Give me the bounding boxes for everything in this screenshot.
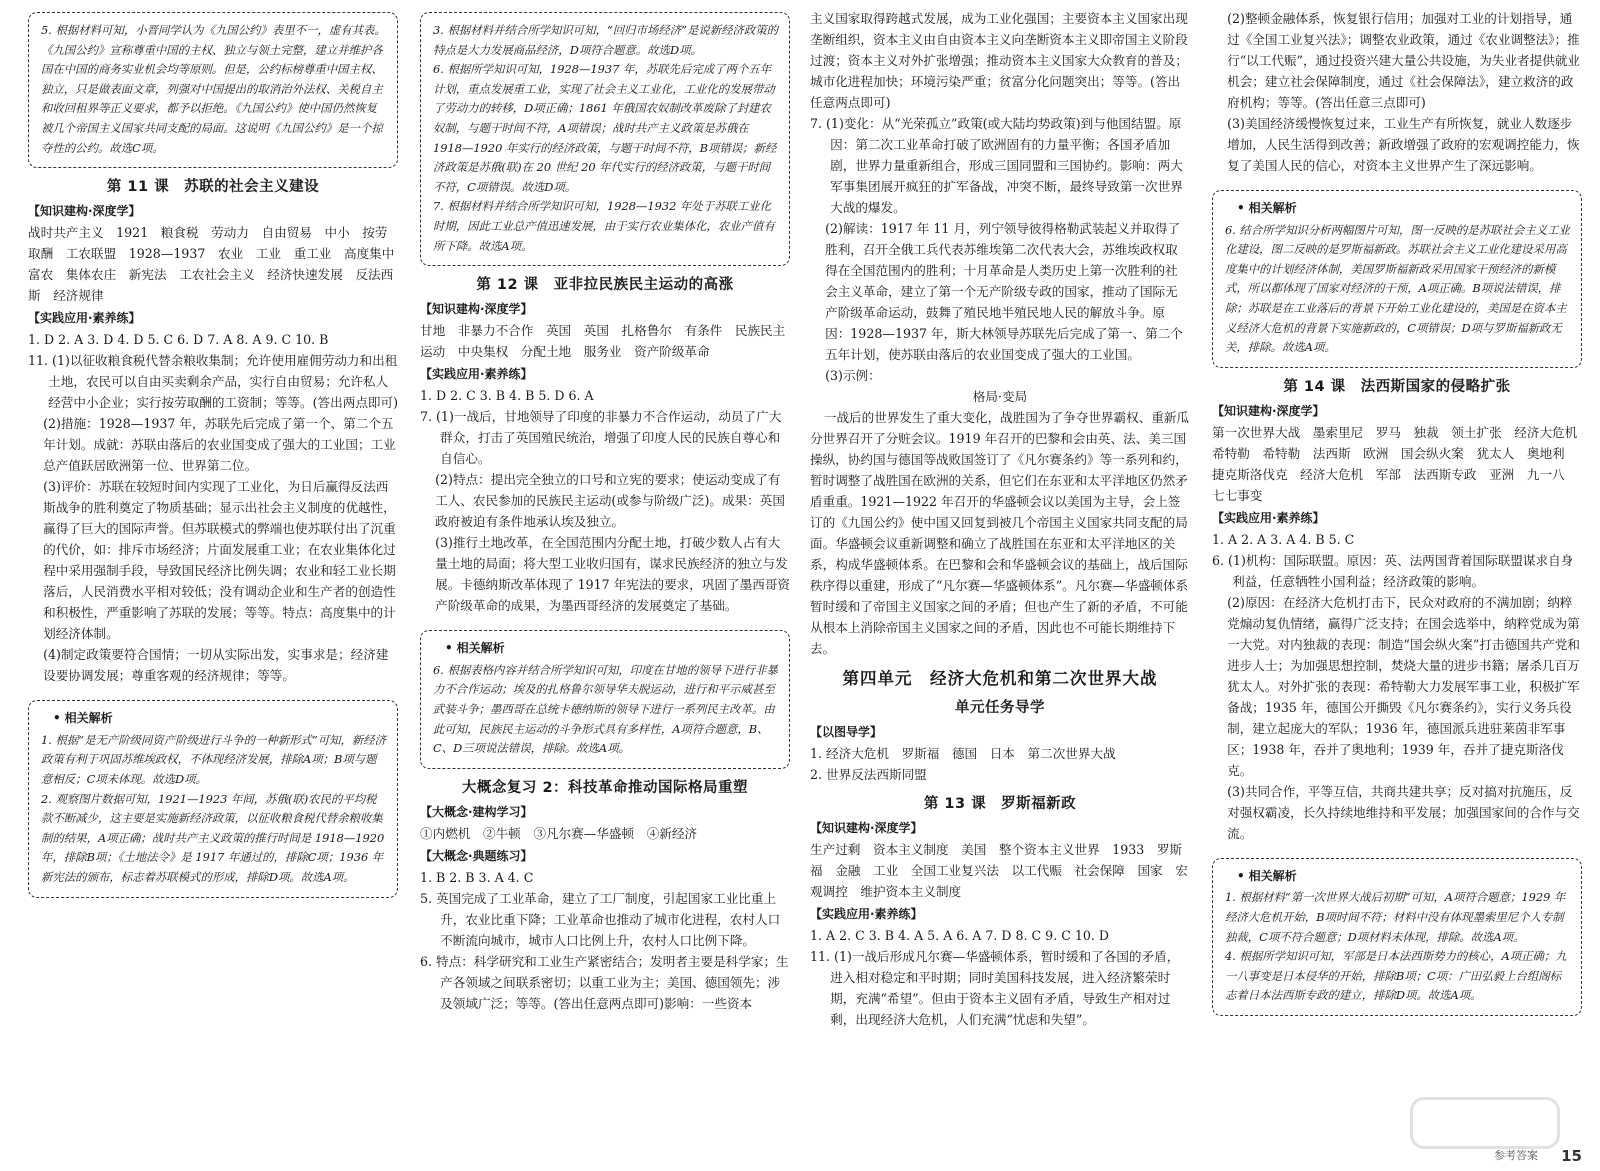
answer-paragraph: 6. 特点：科学研究和工业生产紧密结合；发明者主要是科学家；生产各领域之间联系密切；以重工业为主；美国、德国领先；涉及领域广泛；等等。(答出任意两点即可)影响：一些资本 bbox=[420, 953, 789, 1011]
answer-paragraph: 7. (1)变化：从“光荣孤立”政策(或大陆均势政策)到与他国结盟。原因：第二次工业革命打破了欧洲固有的力量平衡；各国矛盾加剧，世界力量重新组合，形成三国同盟和三国协约。影响：两大军事集团展开疯狂的扩军备战，冲突不断，最终导致第一次世界大战的爆发。 bbox=[810, 116, 1183, 215]
answer-paragraph: 11. (1)以征收粮食税代替余粮收集制；允许使用雇佣劳动力和出租土地，农民可以自由买卖剩余产品，实行自由贸易；允许私人经营中小企业；实行按劳取酬的工资制；等等。(答出两点即可) bbox=[28, 353, 399, 411]
lesson-title: 第 12 课 亚非拉民族民主运动的高涨 bbox=[476, 277, 734, 294]
knowledge-terms: 甘地 非暴力不合作 英国 英国 扎格鲁尔 有条件 民族民主运动 中央集权 分配土地 服务业 资产阶级革命 bbox=[420, 323, 786, 360]
analysis-item: 3. 根据材料并结合所学知识可知，“回归市场经济”是说新经济政策的特点是大力发展商品经济，D项符合题意。故选D项。 bbox=[433, 23, 779, 57]
analysis-item: 6. 根据所学知识可知，1928—1937 年，苏联先后完成了两个五年计划，重点发展重工业，实现了社会主义工业化，工业化的发展带动了劳动力的转移，D项正确；1861 年俄国农奴制改革废除了封建农奴制，与题干时间不符，A项错误；战时共产主义政策是苏俄在 1918—1920 年实行的经济政策，与题干时间不符，B项错误；新经济政策是苏俄(联)在 20 世纪 20 年代实行的经济政策，与题干时间不符，C项错误。故选D项。 bbox=[433, 62, 777, 194]
analysis-box-heading: • 相关解析 bbox=[47, 709, 119, 729]
lesson-title: 第 11 课 苏联的社会主义建设 bbox=[106, 179, 320, 196]
guide-item: 2. 世界反法西斯同盟 bbox=[810, 767, 927, 782]
analysis-box-heading: • 相关解析 bbox=[1231, 199, 1303, 219]
analysis-box bbox=[1212, 190, 1582, 368]
analysis-box bbox=[28, 700, 398, 897]
knowledge-terms: 第一次世界大战 墨索里尼 罗马 独裁 领土扩张 经济大危机 希特勒 希特勒 法西斯 欧洲 国会纵火案 犹太人 奥地利 捷克斯洛伐克 经济大危机 军部 法西斯专政 亚洲 九一八 七七事变 bbox=[1212, 424, 1590, 503]
analysis-item: 1. 根据材料“第一次世界大战后初期”可知，A项符合题意；1929 年经济大危机开始，B项时间不符；材料中没有体现墨索里尼个人专制独裁，C项不符合题意；D项材料未体现，排除。故选A项。 bbox=[1225, 890, 1566, 944]
watermark-logo bbox=[1410, 1097, 1560, 1149]
lesson-title: 第 14 课 法西斯国家的侵略扩张 bbox=[1283, 378, 1511, 395]
section-heading: 【知识建构·深度学】 bbox=[1212, 403, 1325, 418]
page-number: 15 bbox=[1561, 1147, 1582, 1165]
analysis-item: 4. 根据所学知识可知，军部是日本法西斯势力的核心，A项正确；九一八事变是日本侵华的开始，排除B项；C项：广田弘毅上台组阁标志着日本法西斯专政的建立，排除D项。故选A项。 bbox=[1225, 949, 1567, 1003]
review-title: 大概念复习 2：科技革命推动国际格局重塑 bbox=[461, 779, 749, 796]
concept-answers: ①内燃机 ②牛顿 ③凡尔赛—华盛顿 ④新经济 bbox=[420, 825, 698, 841]
lesson-title: 第 13 课 罗斯福新政 bbox=[923, 796, 1077, 812]
essay-body: 一战后的世界发生了重大变化，战胜国为了争夺世界霸权、重新瓜分世界召开了分赃会议。1919 年召开的巴黎和会由英、法、美三国操纵，协约国与德国等战败国签订了《凡尔赛条约》等一系列和约，暂时调整了战胜国在欧洲的关系，但它们在东亚和太平洋地区仍然矛盾重重。1921—1922 年召开的华盛顿会议以美国为主导，会上签订的《九国公约》使中国又回复到被几个帝国主义国家共同支配的局面。华盛顿会议重新调整和确立了战胜国在东亚和太平洋地区的关系，构成华盛顿体系。在巴黎和会和华盛顿会议的基础上，战后国际秩序得以重建，形成了“凡尔赛—华盛顿体系”。凡尔赛—华盛顿体系暂时缓和了帝国主义国家之间的矛盾；但也产生了新的矛盾，不可能从根本上消除帝国主义国家之间的矛盾，因此也不可能长期维持下去。 bbox=[810, 410, 1190, 656]
answer-paragraph: 主义国家取得跨越式发展，成为工业化强国；主要资本主义国家出现垄断组织，资本主义由自由资本主义向垄断资本主义即帝国主义阶段过渡；资本主义对外扩张增强；推动资本主义国家大众教育的普及；城市化进程加快；环境污染严重；贫富分化问题突出；等等。(答出任意两点即可) bbox=[810, 11, 1188, 110]
answer-paragraph: (2)原因：在经济大危机打击下，民众对政府的不满加剧；纳粹党煽动复仇情绪，赢得广泛支持；在国会选举中，纳粹党成为第一大党。对内独裁的表现：制造“国会纵火案”打击德国共产党和进步人士；为加强思想控制，焚烧大量的进步书籍；屠杀几百万犹太人。对外扩张的表现：希特勒大力发展军事工业，积极扩军备战；1935 年，德国公开撕毁《凡尔赛条约》，实行义务兵役制，建立起庞大的军队；1936 年，德国派兵进驻莱茵非军事区；1938 年，吞并了奥地利；1939 年，吞并了捷克斯洛伐克。 bbox=[1227, 594, 1581, 778]
choice-answers: 1. B 2. B 3. A 4. C bbox=[420, 869, 534, 885]
section-heading: 【实践应用·素养练】 bbox=[420, 367, 533, 382]
analysis-item: 2. 观察图片数据可知，1921—1923 年间，苏俄(联)农民的平均税款不断减少，这主要是实施新经济政策，以征收粮食税代替余粮收集制的结果，A项正确；战时共产主义政策的推行时间是 1918—1920 年，排除B项；《土地法令》是 1917 年通过的，排除C项；1936 年新宪法的颁布，标志着苏联模式的形成，排除D项。故选A项。 bbox=[41, 791, 385, 884]
answer-paragraph: (3)推行土地改革，在全国范围内分配土地，打破少数人占有大量土地的局面；将大型工业收归国有，谋求民族经济的独立与发展。卡德纳斯改革体现了 1917 年宪法的要求，巩固了墨西哥资产阶级革命的成果，为墨西哥经济的发展奠定了基础。 bbox=[435, 535, 791, 614]
section-heading: 【知识建构·深度学】 bbox=[28, 204, 141, 219]
analysis-item: 6. 结合所学知识分析两幅图片可知，图一反映的是苏联社会主义工业化建设，图二反映的是罗斯福新政。苏联社会主义工业化建设采用高度集中的计划经济体制，美国罗斯福新政采用国家干预经济的新模式，所以都体现了国家对经济的干预，A项正确。B项说法错误，排除；苏联是在工业落后的背景下开始工业化建设的，美国是在资本主义经济大危机的背景下实施新政的，C项错误；D项与罗斯福新政无关，排除。故选A项。 bbox=[1225, 222, 1570, 355]
column-2 bbox=[420, 8, 790, 1014]
answer-paragraph: 6. (1)机构：国际联盟。原因：英、法两国背着国际联盟谋求自身利益，任意牺牲小国利益；经济政策的影响。 bbox=[1212, 552, 1574, 589]
knowledge-terms: 生产过剩 资本主义制度 美国 整个资本主义世界 1933 罗斯福 金融 工业 全国工业复兴法 以工代赈 社会保障 国家 宏观调控 维护资本主义制度 bbox=[810, 842, 1188, 899]
answer-paragraph: (4)制定政策要符合国情；一切从实际出发，实事求是；经济建设要协调发展；尊重客观的经济规律；等等。 bbox=[43, 647, 389, 684]
unit-title: 第四单元 经济大危机和第二次世界大战 bbox=[842, 669, 1158, 688]
knowledge-terms: 战时共产主义 1921 粮食税 劳动力 自由贸易 中小 按劳取酬 工农联盟 1928—1937 农业 工业 重工业 高度集中 富农 集体农庄 新宪法 工农社会主义 经济快速发展 反法西斯 经济规律 bbox=[28, 225, 407, 304]
guide-item: 1. 经济大危机 罗斯福 德国 日本 第二次世界大战 bbox=[810, 746, 1116, 761]
column-4 bbox=[1212, 8, 1590, 1023]
section-heading: 【实践应用·素养练】 bbox=[810, 907, 923, 921]
answer-paragraph: 5. 英国完成了工业革命，建立了工厂制度，引起国家工业比重上升，农业比重下降；工业革命也推动了城市化进程，农村人口不断流向城市，城市人口比例上升，农村人口比例下降。 bbox=[420, 890, 781, 948]
analysis-box-heading: • 相关解析 bbox=[439, 639, 511, 659]
answer-paragraph: (3)示例： bbox=[825, 368, 881, 383]
choice-answers: 1. D 2. C 3. B 4. B 5. D 6. A bbox=[420, 388, 594, 404]
answer-paragraph: (2)解读：1917 年 11 月，列宁领导彼得格勒武装起义并取得了胜利，召开全俄工兵代表苏维埃第二次代表大会，苏维埃政权取得在全国范围内的胜利；十月革命是人类历史上第一次胜利的社会主义革命，建立了第一个无产阶级专政的国家，推动了国际无产阶级革命运动，鼓舞了殖民地半殖民地人民的解放斗争。原因：1928—1937 年，斯大林领导苏联先后完成了第一、第二个五年计划，使苏联由落后的农业国变成了强大的工业国。 bbox=[825, 221, 1183, 362]
analysis-box bbox=[1212, 858, 1582, 1016]
column-1 bbox=[28, 8, 407, 905]
analysis-item: 7. 根据材料并结合所学知识可知，1928—1932 年处于苏联工业化时期，因此工业总产值迅速发展，由于实行农业集体化，农业产值有所下降。故选A项。 bbox=[433, 199, 775, 253]
analysis-item: 1. 根据“是无产阶级同资产阶级进行斗争的一种新形式”可知，新经济政策有利于巩固苏维埃政权，不体现经济发展，排除A项；B项与题意相反；C项未体现。故选D项。 bbox=[41, 732, 387, 786]
analysis-item: 5. 根据材料可知，小晋同学认为《九国公约》表里不一，虚有其表。《九国公约》宣称尊重中国的主权、独立与领土完整，建立并维护各国在中国的商务实业机会均等原则。但是，公约标榜尊重中国主权、独立，只是做表面文章，列强对中国提出的取消治外法权、关税自主和收回租界等正义要求，都予以拒绝。《九国公约》使中国仍然恢复被几个帝国主义国家共同支配的局面。这说明《九国公约》是一个掠夺性的公约。故选C项。 bbox=[41, 23, 386, 155]
section-heading: 【大概念·建构学习】 bbox=[420, 804, 533, 819]
choice-answers: 1. A 2. C 3. B 4. A 5. A 6. A 7. D 8. C 9. C 10. D bbox=[810, 928, 1109, 943]
section-heading: 【实践应用·素养练】 bbox=[1212, 510, 1325, 525]
section-heading: 【以图导学】 bbox=[810, 725, 883, 739]
unit-guide-title: 单元任务导学 bbox=[955, 700, 1045, 716]
essay-title: 格局·变局 bbox=[972, 389, 1028, 404]
section-heading: 【实践应用·素养练】 bbox=[28, 311, 141, 326]
choice-answers: 1. D 2. A 3. D 4. D 5. C 6. D 7. A 8. A 9. C 10. B bbox=[28, 332, 329, 348]
analysis-item: 6. 根据表格内容并结合所学知识可知，印度在甘地的领导下进行非暴力不合作运动；埃及的扎格鲁尔领导华夫脱运动，进行和平示威甚至武装斗争；墨西哥在总统卡德纳斯的领导下进行一系列民主改革。由此可知，民族民主运动的斗争形式具有多样性，A项符合题意，B、C、D三项说法错误，排除。故选A项。 bbox=[433, 662, 778, 756]
answer-paragraph: (3)评价：苏联在较短时间内实现了工业化，为日后赢得反法西斯战争的胜利奠定了物质基础；显示出社会主义制度的优越性，赢得了巨大的国际声誉。但苏联模式的弊端也使苏联付出了沉重的代价，如：排斥市场经济；片面发展重工业；在农业集体化过程中采用强制手段，导致国民经济比例失调；农业和轻工业长期落后，人民消费水平相对较低；没有调动企业和生产者的创造性和积极性，严重影响了苏联的发展；等等。特点：高度集中的计划经济体制。 bbox=[43, 479, 396, 642]
analysis-box bbox=[420, 12, 790, 266]
choice-answers: 1. A 2. A 3. A 4. B 5. C bbox=[1212, 531, 1355, 547]
column-3 bbox=[810, 8, 1190, 1030]
answer-paragraph: 11. (1)一战后形成凡尔赛—华盛顿体系，暂时缓和了各国的矛盾，进入相对稳定和平时期；同时美国科技发展，进入经济繁荣时期，充满“希望”。但由于资本主义固有矛盾，导致生产相对过剩，出现经济大危机，人们充满“忧虑和失望”。 bbox=[810, 949, 1180, 1027]
answer-paragraph: (2)整顿金融体系，恢复银行信用；加强对工业的计划指导，通过《全国工业复兴法》；调整农业政策，通过《农业调整法》；推行“以工代赈”，通过投资兴建大量公共设施，为失业者提供就业机会；建立社会保障制度，通过《社会保障法》，建立救济的政府机构；等等。(答出任意三点即可) bbox=[1227, 11, 1581, 110]
analysis-box bbox=[28, 12, 398, 168]
footer-label: 参考答案 bbox=[1494, 1149, 1538, 1162]
answer-paragraph: (2)特点：提出完全独立的口号和立宪的要求；使运动变成了有工人、农民参加的民族民主运动(或参与阶级广泛)。成果：英国政府被迫有条件地承认埃及独立。 bbox=[435, 472, 785, 530]
section-heading: 【知识建构·深度学】 bbox=[420, 302, 533, 317]
answer-paragraph: (2)措施：1928—1937 年，苏联先后完成了第一个、第二个五年计划。成就：苏联由落后的农业国变成了强大的工业国；工业总产值跃居欧洲第一位、世界第二位。 bbox=[43, 416, 396, 474]
section-heading: 【知识建构·深度学】 bbox=[810, 821, 923, 835]
answer-paragraph: 7. (1)一战后，甘地领导了印度的非暴力不合作运动，动员了广大群众，打击了英国殖民统治，增强了印度人民的民族自尊心和自信心。 bbox=[420, 409, 782, 467]
analysis-box bbox=[420, 630, 790, 769]
answer-paragraph: (3)美国经济缓慢恢复过来，工业生产有所恢复，就业人数逐步增加，人民生活得到改善；新政增强了政府的宏观调控能力，恢复了美国人民的信心，对资本主义世界产生了深远影响。 bbox=[1227, 116, 1580, 173]
section-heading: 【大概念·典题练习】 bbox=[420, 848, 533, 863]
answer-paragraph: (3)共同合作，平等互信，共商共建共享；反对搞对抗施压，反对强权霸凌，长久持续地维持和平发展；加强国家间的合作与交流。 bbox=[1227, 783, 1580, 841]
analysis-box-heading: • 相关解析 bbox=[1231, 867, 1303, 887]
